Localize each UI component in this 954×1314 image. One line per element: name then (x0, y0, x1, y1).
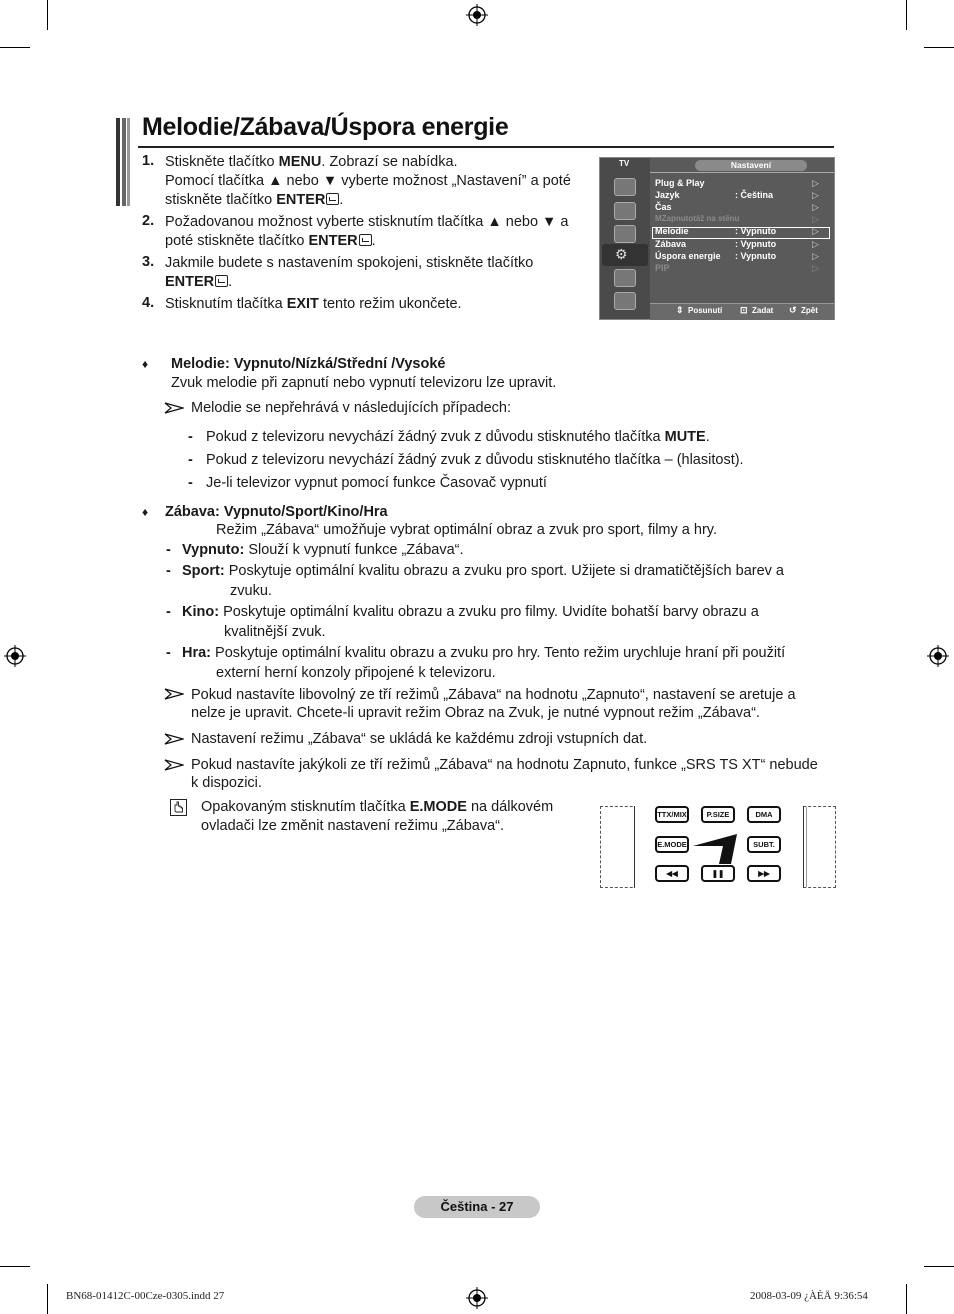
tv-label: TV (619, 159, 630, 168)
enter-icon (359, 234, 372, 246)
crop-mark (47, 0, 48, 30)
move-icon: ⇕ (676, 305, 684, 315)
bullet-icon: ♦ (142, 357, 149, 371)
tv-menu-footer (650, 303, 834, 320)
submenu-arrow-icon: ▷ (812, 214, 819, 224)
melodie-case-3: Je-li televizor vypnut pomocí funkce Časovač vypnutí (206, 475, 547, 491)
list-dash: - (166, 563, 171, 579)
submenu-arrow-icon: ▷ (812, 251, 819, 261)
zabava-mode-hra: Hra: Poskytuje optimální kvalitu obrazu a zvuku pro hry. Tento režim urychluje hraní při použití (182, 645, 786, 661)
list-dash: - (188, 429, 193, 445)
zabava-note-3-cont: k dispozici. (191, 775, 262, 791)
list-dash: - (188, 475, 193, 491)
note-arrow-icon (164, 759, 184, 771)
step-number: 2. (142, 213, 155, 229)
step-number: 1. (142, 153, 155, 169)
melodie-case-2: Pokud z televizoru nevychází žádný zvuk z důvodu stisknutého tlačítka – (hlasitost). (206, 452, 744, 468)
enter-icon (326, 193, 339, 205)
zabava-mode-kino: Kino: Poskytuje optimální kvalitu obrazu a zvuku pro filmy. Uvidíte bohatší barvy obrazu a (182, 604, 759, 620)
enter-icon (215, 275, 228, 287)
footer-move-label: Posunutí (688, 306, 723, 315)
page-footer-label: Čeština - 27 (414, 1196, 540, 1218)
submenu-arrow-icon: ▷ (812, 202, 819, 212)
step-number: 3. (142, 254, 155, 270)
crop-mark (906, 0, 907, 30)
tv-menu-header: Nastavení (695, 160, 807, 171)
file-name: BN68-01412C-00Cze-0305.indd 27 (66, 1290, 225, 1302)
remote-illustration (600, 806, 836, 888)
crop-mark (924, 1266, 954, 1267)
pointer-arrow-icon (691, 828, 741, 864)
crop-mark (0, 1266, 30, 1267)
zabava-note-1-cont: nelze je upravit. Chcete-li upravit režim Obraz na Zvuk, je nutné vypnout režim „Zábava“. (191, 705, 760, 721)
subt-button: SUBT. (747, 836, 781, 853)
submenu-arrow-icon: ▷ (812, 190, 819, 200)
zabava-mode-kino-cont: kvalitnější zvuk. (224, 624, 326, 640)
enter-icon: ⊡ (740, 305, 748, 315)
tv-menu-row: PIP (655, 263, 670, 273)
zabava-mode-hra-cont: externí herní konzoly připojené k televizoru. (216, 665, 496, 681)
remote-divider (806, 807, 807, 887)
step-4-line-1: Stisknutím tlačítka EXIT tento režim ukončete. (165, 296, 462, 312)
step-3-line-1: Jakmile budete s nastavením spokojeni, stiskněte tlačítko (165, 255, 534, 271)
rewind-button (655, 865, 689, 882)
page-title: Melodie/Zábava/Úspora energie (142, 113, 509, 141)
remote-body (634, 806, 804, 888)
list-dash: - (166, 604, 171, 620)
registration-mark-icon (4, 645, 26, 667)
zabava-mode-off: Vypnuto: Slouží k vypnutí funkce „Zábava“. (182, 542, 464, 558)
tip-line-2: ovladači lze změnit nastavení režimu „Zábava“. (201, 818, 505, 834)
dma-button: DMA (747, 806, 781, 823)
note-arrow-icon (164, 733, 184, 745)
pause-button (701, 865, 735, 882)
p-size-button: P.SIZE (701, 806, 735, 823)
tip-hand-icon (170, 799, 187, 816)
submenu-arrow-icon: ▷ (812, 178, 819, 188)
picture-menu-icon (614, 178, 636, 196)
zabava-note-3: Pokud nastavíte jakýkoli ze tří režimů „Zábava“ na hodnotu Zapnuto, funkce „SRS TS XT“ nebude (191, 757, 818, 773)
melodie-description: Zvuk melodie při zapnutí nebo vypnutí televizoru lze upravit. (171, 375, 557, 391)
tv-menu-row: Úspora energie : Vypnuto (655, 251, 777, 261)
step-2-line-2: poté stiskněte tlačítko ENTER . (165, 233, 376, 249)
pause-icon: ❚❚ (711, 869, 725, 878)
step-1-line-3: stiskněte tlačítko ENTER . (165, 192, 344, 208)
zabava-heading: Zábava: Vypnuto/Sport/Kino/Hra (165, 504, 388, 520)
title-rule (138, 146, 834, 148)
tv-menu-divider (650, 172, 834, 173)
melodie-case-1: Pokud z televizoru nevychází žádný zvuk z důvodu stisknutého tlačítka MUTE. (206, 429, 710, 445)
zabava-description: Režim „Zábava“ umožňuje vybrat optimální obraz a zvuk pro sport, filmy a hry. (216, 522, 717, 538)
title-decoration (116, 118, 130, 206)
registration-mark-icon (466, 1287, 488, 1309)
note-arrow-icon (164, 688, 184, 700)
list-dash: - (166, 645, 171, 661)
zabava-mode-sport: Sport: Poskytuje optimální kvalitu obrazu a zvuku pro sport. Užijete si dramatičtějších barev a (182, 563, 784, 579)
footer-enter-label: Zadat (752, 306, 774, 315)
footer-back-label: Zpět (801, 306, 818, 315)
crop-mark (924, 47, 954, 48)
crop-mark (47, 1284, 48, 1314)
application-menu-icon (614, 292, 636, 310)
submenu-arrow-icon: ▷ (812, 226, 819, 236)
melodie-heading: Melodie: Vypnuto/Nízká/Střední /Vysoké (171, 356, 446, 372)
tv-menu-row: Melodie : Vypnuto (655, 226, 777, 236)
zabava-note-1: Pokud nastavíte libovolný ze tří režimů „Zábava“ na hodnotu „Zapnuto“, nastavení se aretuje a (191, 687, 796, 703)
rewind-icon: ◀◀ (666, 869, 678, 878)
crop-mark (0, 47, 30, 48)
step-1-line-1: Stiskněte tlačítko MENU. Zobrazí se nabídka. (165, 154, 458, 170)
melodie-note: Melodie se nepřehrává v následujících případech: (191, 400, 511, 416)
tv-menu-row: MZapnutotáž na stěnu (655, 214, 740, 223)
setup-menu-icon: ⚙ (602, 244, 648, 266)
list-dash: - (166, 542, 171, 558)
channel-menu-icon (614, 225, 636, 243)
zabava-mode-sport-cont: zvuku. (230, 583, 272, 599)
tv-menu-row: Jazyk : Čeština (655, 190, 774, 200)
tv-menu-row: Zábava : Vypnuto (655, 239, 777, 249)
tv-menu-row: Plug & Play (655, 178, 705, 188)
note-arrow-icon (164, 402, 184, 414)
sound-menu-icon (614, 202, 636, 220)
bullet-icon: ♦ (142, 505, 149, 519)
crop-mark (906, 1284, 907, 1314)
submenu-arrow-icon: ▷ (812, 239, 819, 249)
print-timestamp: 2008-03-09 ¿ÀÈÄ 9:36:54 (750, 1290, 868, 1302)
step-1-line-2: Pomocí tlačítka ▲ nebo ▼ vyberte možnost „Nastavení” a poté (165, 173, 571, 189)
submenu-arrow-icon: ▷ (812, 263, 819, 273)
step-3-line-2: ENTER . (165, 274, 233, 290)
step-2-line-1: Požadovanou možnost vyberte stisknutím tlačítka ▲ nebo ▼ a (165, 214, 569, 230)
tip-line-1: Opakovaným stisknutím tlačítka E.MODE na dálkovém (201, 799, 554, 815)
tv-menu-screenshot (599, 157, 835, 320)
ttx-mix-button: TTX/MIX (655, 806, 689, 823)
e-mode-button: E.MODE (655, 836, 689, 853)
tv-menu-row: Čas (655, 202, 672, 212)
fast-forward-button (747, 865, 781, 882)
registration-mark-icon (927, 645, 949, 667)
registration-mark-icon (466, 4, 488, 26)
fast-forward-icon: ▶▶ (758, 869, 770, 878)
zabava-note-2: Nastavení režimu „Zábava“ se ukládá ke každému zdroji vstupních dat. (191, 731, 648, 747)
list-dash: - (188, 452, 193, 468)
input-menu-icon (614, 269, 636, 287)
step-number: 4. (142, 295, 155, 311)
return-icon: ↺ (789, 305, 797, 315)
